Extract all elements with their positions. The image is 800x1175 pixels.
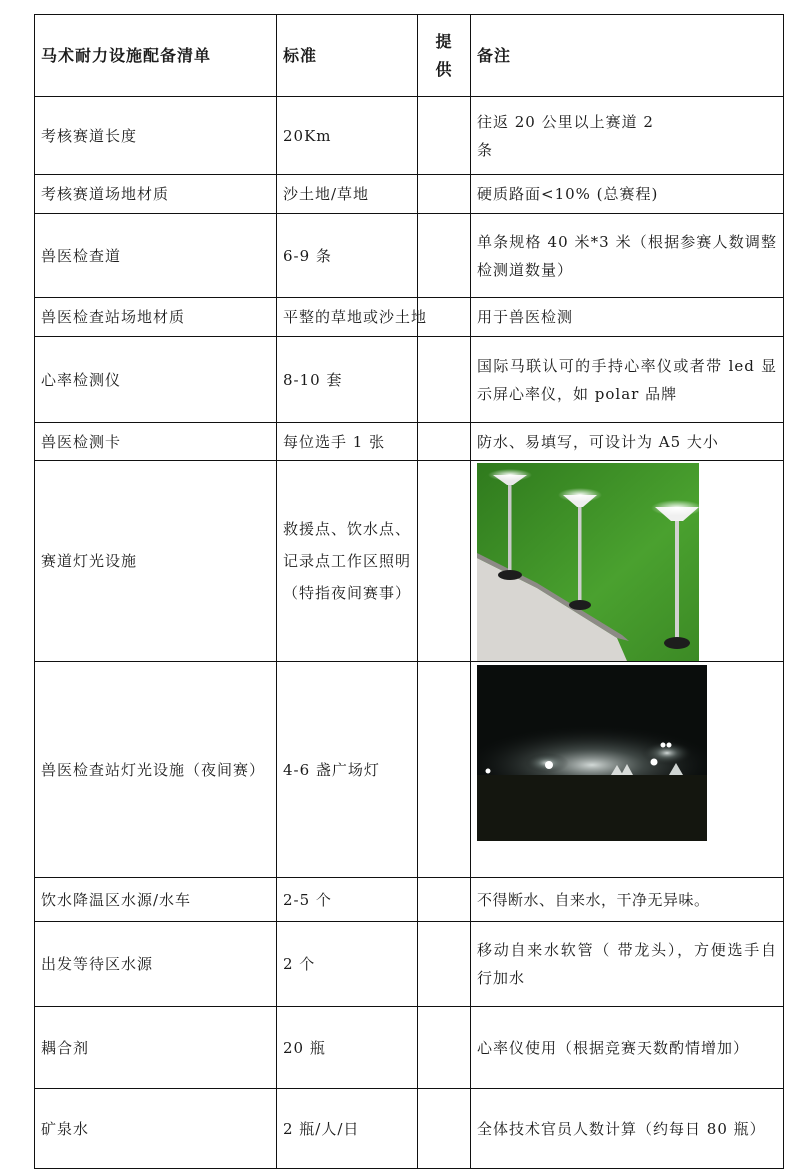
cell-note-image <box>471 662 784 878</box>
cell-standard: 20Km <box>277 97 418 175</box>
header-note: 备注 <box>471 15 784 97</box>
cell-standard: 2-5 个 <box>277 878 418 922</box>
table-row <box>35 1089 784 1169</box>
cell-note: 不得断水、自来水，干净无异味。 <box>471 878 784 922</box>
table-row <box>35 337 784 423</box>
cell-standard: 4-6 盏广场灯 <box>277 662 418 878</box>
cell-provide <box>418 1089 471 1169</box>
cell-provide <box>418 662 471 878</box>
cell-item: 饮水降温区水源/水车 <box>35 878 277 922</box>
table-row <box>35 423 784 461</box>
cell-standard: 2 瓶/人/日 <box>277 1089 418 1169</box>
cell-note: 全体技术官员人数计算（约每日 80 瓶） <box>471 1089 784 1169</box>
cell-note: 往返 20 公里以上赛道 2 条 <box>471 97 784 175</box>
header-provide-text: 提供 <box>435 31 453 79</box>
header-standard: 标准 <box>277 15 418 97</box>
table-row <box>35 461 784 662</box>
cell-provide <box>418 922 471 1007</box>
cell-note: 心率仪使用（根据竞赛天数酌情增加） <box>471 1007 784 1089</box>
cell-note: 国际马联认可的手持心率仪或者带 led 显示屏心率仪，如 polar 品牌 <box>471 337 784 423</box>
cell-standard: 20 瓶 <box>277 1007 418 1089</box>
floodlight <box>545 761 553 769</box>
cell-item: 考核赛道场地材质 <box>35 175 277 214</box>
table-row <box>35 97 784 175</box>
table-row <box>35 878 784 922</box>
table-row <box>35 662 784 878</box>
cell-standard: 6-9 条 <box>277 214 418 298</box>
facility-table <box>34 14 784 1169</box>
cell-standard: 8-10 套 <box>277 337 418 423</box>
cell-provide <box>418 423 471 461</box>
cell-provide <box>418 878 471 922</box>
cell-standard: 每位选手 1 张 <box>277 423 418 461</box>
cell-item: 矿泉水 <box>35 1089 277 1169</box>
cell-note: 用于兽医检测 <box>471 298 784 337</box>
cell-note-image <box>471 461 784 662</box>
cell-provide <box>418 175 471 214</box>
table-row <box>35 298 784 337</box>
cell-standard: 2 个 <box>277 922 418 1007</box>
table-row <box>35 922 784 1007</box>
cell-item: 兽医检查站场地材质 <box>35 298 277 337</box>
cell-note: 硬质路面<10% (总赛程) <box>471 175 784 214</box>
table-header-row <box>35 15 784 97</box>
cell-provide <box>418 1007 471 1089</box>
table-row <box>35 175 784 214</box>
cell-item: 赛道灯光设施 <box>35 461 277 662</box>
cell-note: 移动自来水软管（ 带龙头），方便选手自行加水 <box>471 922 784 1007</box>
cell-item: 兽医检查站灯光设施（夜间赛） <box>35 662 277 878</box>
cell-standard: 沙土地/草地 <box>277 175 418 214</box>
cell-item: 考核赛道长度 <box>35 97 277 175</box>
cell-provide <box>418 97 471 175</box>
table-row <box>35 214 784 298</box>
cell-item: 出发等待区水源 <box>35 922 277 1007</box>
cell-standard: 平整的草地或沙土地 <box>277 298 418 337</box>
header-provide <box>418 15 471 97</box>
cell-note: 单条规格 40 米*3 米（根据参赛人数调整检测道数量） <box>471 214 784 298</box>
cell-note: 防水、易填写，可设计为 A5 大小 <box>471 423 784 461</box>
cell-item: 兽医检测卡 <box>35 423 277 461</box>
cell-standard: 救援点、饮水点、记录点工作区照明（特指夜间赛事） <box>277 461 418 662</box>
field <box>477 775 707 841</box>
cell-item: 兽医检查道 <box>35 214 277 298</box>
path-lamps-photo <box>477 463 699 661</box>
cell-item: 心率检测仪 <box>35 337 277 423</box>
cell-provide <box>418 214 471 298</box>
cell-item: 耦合剂 <box>35 1007 277 1089</box>
header-item: 马术耐力设施配备清单 <box>35 15 277 97</box>
cell-provide <box>418 461 471 662</box>
night-field-photo <box>477 665 707 841</box>
table-row <box>35 1007 784 1089</box>
cell-provide <box>418 337 471 423</box>
